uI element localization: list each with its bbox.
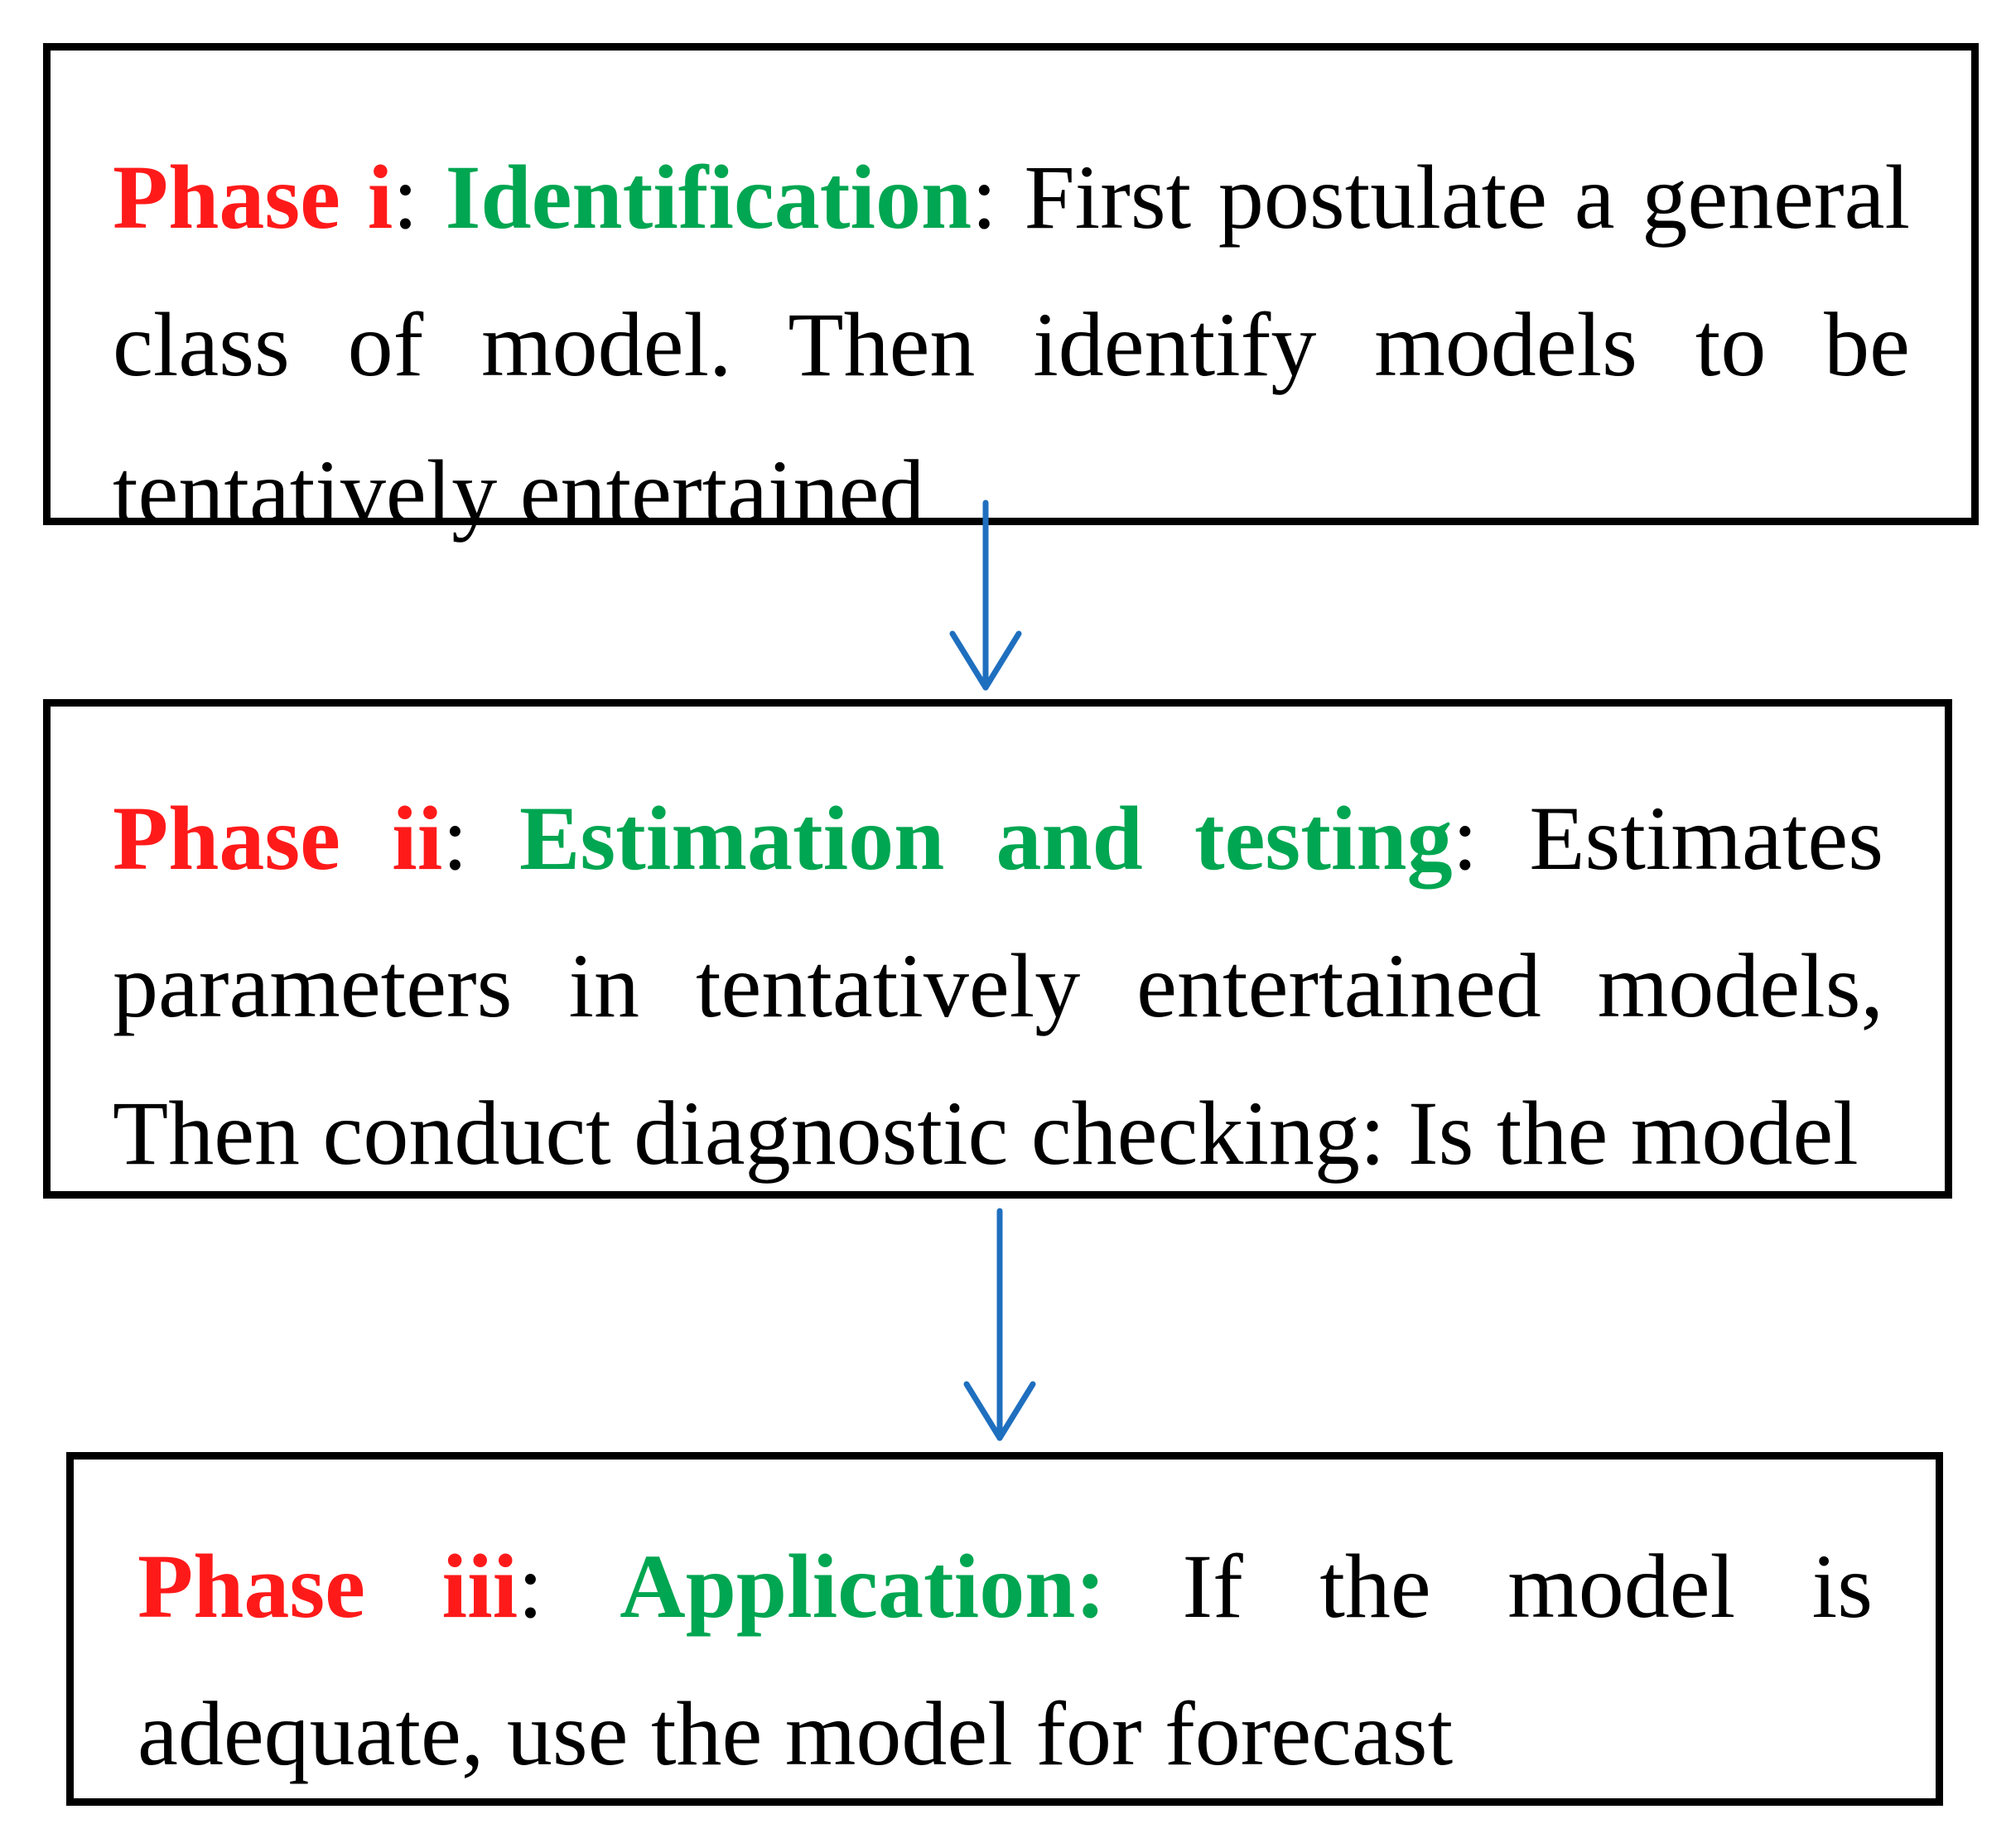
phase-i-description: First postulate a general class of model. Then identify models to be tentatively entertained: [113, 147, 1911, 543]
phase-ii-text: [113, 765, 1883, 1207]
phase-i-label: Phase i: [113, 147, 393, 248]
arrow-down-icon: [967, 1211, 1033, 1438]
phase-ii-heading: Estimation and testing: [518, 788, 1453, 889]
phase-ii-label: Phase ii: [113, 788, 443, 889]
phase-ii-separator: :: [442, 788, 519, 889]
phase-iii-label: Phase iii: [137, 1536, 518, 1637]
phase-iii-heading-separator: [1106, 1536, 1183, 1637]
phase-i-heading: Identification: [445, 147, 972, 248]
phase-i-box: [43, 43, 1979, 543]
phase-ii-description: Estimates parameters in tentatively entertained models, Then conduct diagnostic checking: Is the model: [113, 788, 1884, 1184]
phase-ii-box: [43, 699, 1952, 1199]
phase-i-heading-separator: :: [972, 147, 1025, 248]
phase-iii-separator: :: [518, 1536, 620, 1637]
phase-iii-heading: Application:: [620, 1536, 1107, 1637]
phase-iii-description: If the model is adequate, use the model for forecast: [137, 1536, 1874, 1784]
phase-ii-heading-separator: :: [1452, 788, 1530, 889]
phase-iii-box: [66, 1452, 1943, 1806]
phase-i-separator: :: [393, 147, 446, 248]
phase-iii-text: [137, 1513, 1873, 1807]
phase-i-text: [113, 123, 1910, 566]
